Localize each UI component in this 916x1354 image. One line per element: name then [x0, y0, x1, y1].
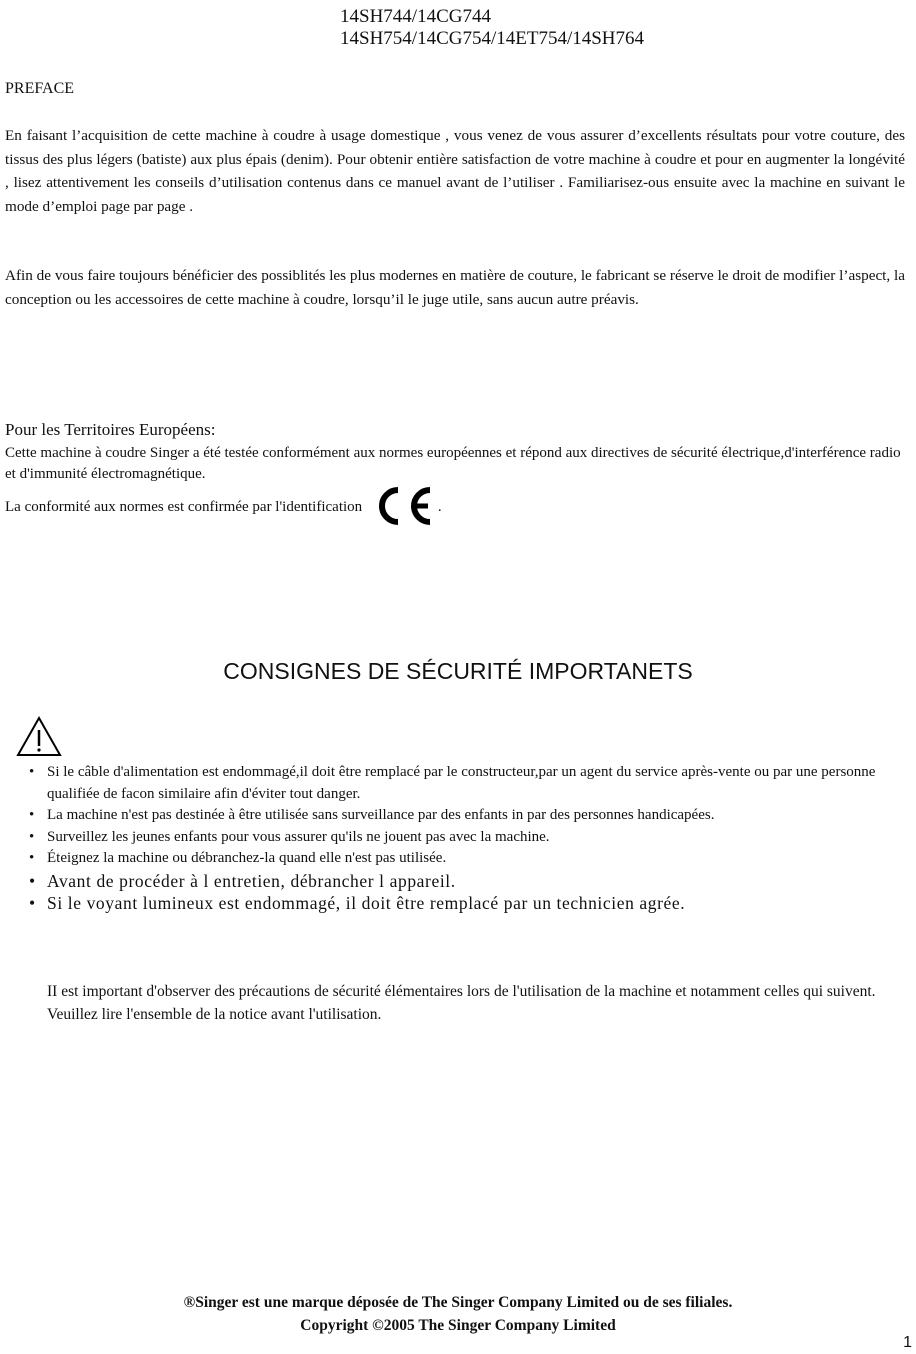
europe-text	[5, 443, 905, 534]
model-numbers	[340, 6, 644, 50]
preface-title: PREFACE	[5, 80, 75, 97]
europe-line-1: Cette machine à coudre Singer a été testée conformément aux normes européennes et répond aux directives de sécurité électrique,d'interférence radio et d'immunité électromagnétique.	[5, 445, 901, 482]
footer	[0, 1291, 916, 1337]
europe-title: Pour les Territoires Européens:	[5, 420, 216, 439]
safety-bullet: • Si le voyant lumineux est endommagé, il doit être remplacé par un technicien agrée.	[29, 892, 889, 914]
safety-bullet: • La machine n'est pas destinée à être utilisée sans surveillance par des enfants in par des personnes handicapées.	[29, 805, 889, 827]
ce-mark-icon	[370, 485, 436, 534]
model-line-2: 14SH754/14CG754/14ET754/14SH764	[340, 28, 645, 49]
safety-bullet-list	[29, 762, 889, 914]
safety-bullet: • Si le câble d'alimentation est endommagé,il doit être remplacé par le constructeur,par un agent du service après-vente ou par une personne qualifiée de facon similaire afin d'éviter tout danger.	[29, 762, 889, 805]
preface-paragraph-2: Afin de vous faire toujours bénéficier des possiblités les plus modernes en matière de couture, le fabricant se réserve le droit de modifier l’aspect, la conception ou les accessoires de cette machine à coudre, lorsqu’il le juge utile, sans aucun autre préavis.	[5, 267, 905, 308]
copyright-note: Copyright ©2005 The Singer Company Limited	[300, 1317, 616, 1334]
safety-title: CONSIGNES DE SÉCURITÉ IMPORTANETS	[223, 658, 693, 684]
europe-line-2-end: .	[437, 499, 442, 515]
safety-bullet: • Avant de procéder à l entretien, débrancher l appareil.	[29, 870, 889, 892]
notice-line-2: Veuillez lire l'ensemble de la notice avant l'utilisation.	[47, 1005, 382, 1023]
preface-paragraph-1: En faisant l’acquisition de cette machine à coudre à usage domestique , vous venez de vous assurer d’excellents résultats pour votre couture, des tissus des plus légers (batiste) aux plus épais (denim). Pour obtenir entière satisfaction de votre machine à coudre et pour en augmenter la longévité , lisez attentivement les conseils d’utilisation contenus dans ce manuel avant de l’utiliser . Familiarisez-ous ensuite avec la machine en suivant le mode d’emploi page par page .	[5, 127, 905, 215]
safety-notice	[47, 981, 887, 1026]
europe-line-2-text: La conformité aux normes est confirmée par l'identification	[5, 499, 363, 515]
notice-line-1: II est important d'observer des précautions de sécurité élémentaires lors de l'utilisation de la machine et notamment celles qui suivent.	[47, 983, 876, 1000]
safety-bullet: • Éteignez la machine ou débranchez-la quand elle n'est pas utilisée.	[29, 848, 889, 870]
warning-triangle-icon	[16, 715, 62, 762]
trademark-note: ®Singer est une marque déposée de The Singer Company Limited ou de ses filiales.	[183, 1294, 733, 1311]
model-line-1: 14SH744/14CG744	[340, 6, 491, 27]
europe-line-2	[5, 485, 905, 534]
safety-bullet: • Surveillez les jeunes enfants pour vous assurer qu'ils ne jouent pas avec la machine.	[29, 827, 889, 849]
page-number: 1	[903, 1334, 912, 1351]
